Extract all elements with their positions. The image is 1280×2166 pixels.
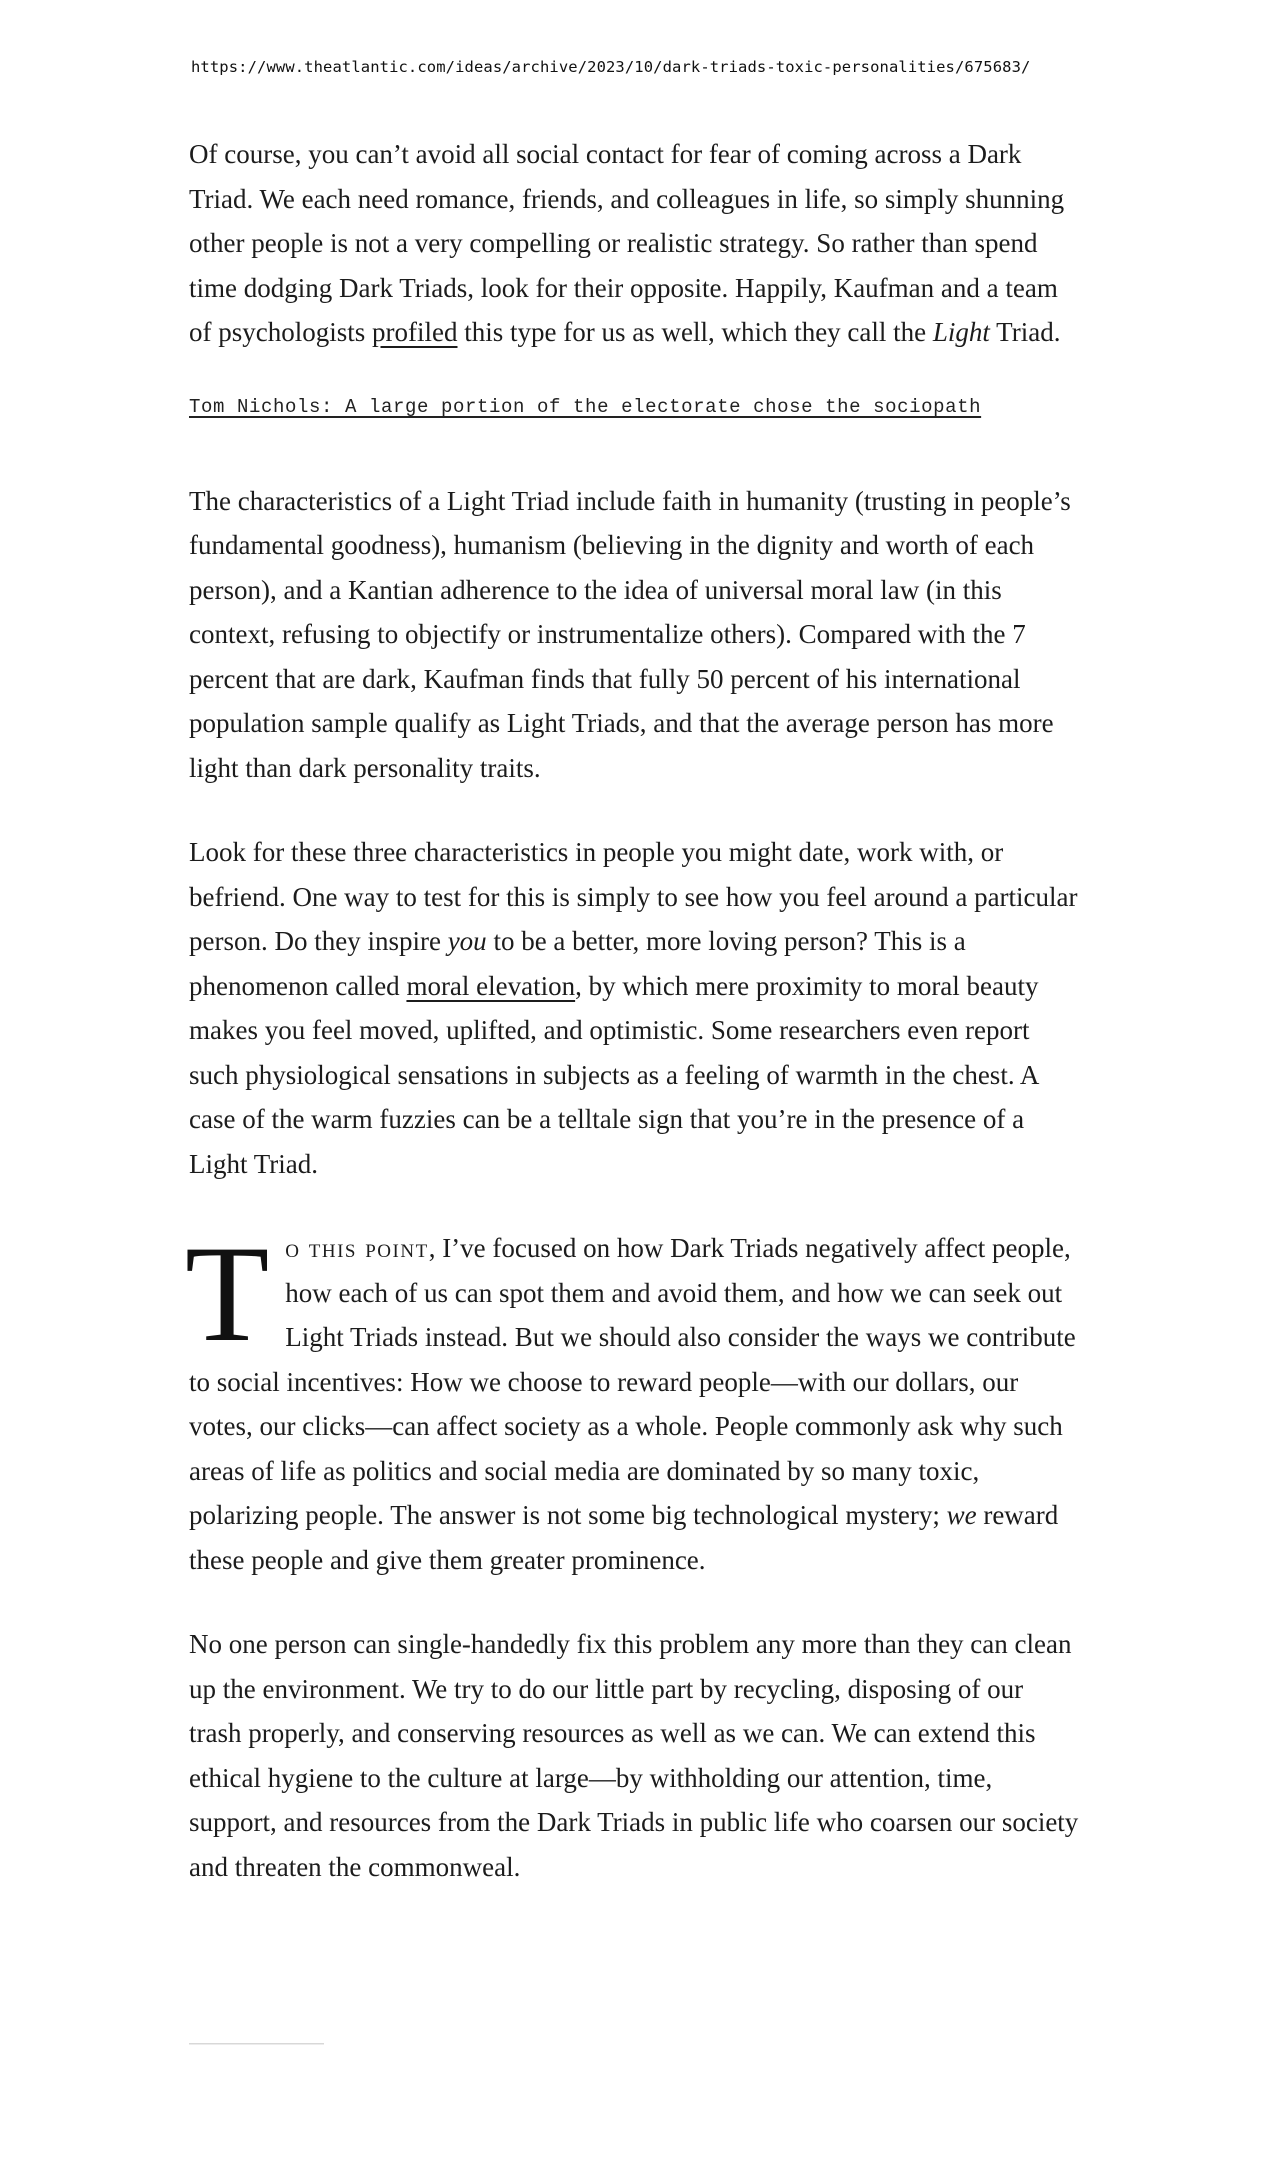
paragraph-4-text: , I’ve focused on how Dark Triads negatively affect people, how each of us can spot them and avoid them, and how we can seek out Light Triads instead. But we should also consider the ways we contribute to social incentives: How we choose to reward people—with our dollars, our votes, our clicks—can affect society as a whole. People commonly ask why such areas of life as politics and social media are dominated by so many toxic, polarizing people. The answer is not some big technological mystery; bbox=[189, 1233, 1076, 1530]
paragraph-3-text-3: , by which mere proximity to moral beauty makes you feel moved, uplifted, and optimistic. Some researchers even report such physiological sensations in subjects as a feeling of warmth in the chest. A case of the warm fuzzies can be a telltale sign that you’re in the presence of a Light Triad. bbox=[189, 970, 1039, 1179]
paragraph-4-text-2: reward these people and give them greater prominence. bbox=[189, 1500, 1059, 1575]
paragraph-3-text: Look for these three characteristics in people you might date, work with, or befriend. One way to test for this is simply to see how you feel around a particular person. Do they inspire bbox=[189, 837, 1078, 956]
profiled-link[interactable]: profiled bbox=[372, 317, 458, 347]
paragraph-3 bbox=[189, 830, 1079, 1186]
small-caps-lead: o this point bbox=[285, 1233, 429, 1263]
paragraph-4 bbox=[185, 1217, 1079, 1582]
page-url: https://www.theatlantic.com/ideas/archive/2023/10/dark-triads-toxic-personalities/675683/ bbox=[191, 58, 1031, 76]
we-emphasis: we bbox=[946, 1500, 977, 1530]
related-article bbox=[189, 395, 1079, 419]
paragraph-1-end: Triad. bbox=[989, 317, 1061, 347]
paragraph-1-text-2: this type for us as well, which they call the bbox=[457, 317, 933, 347]
paragraph-3-text-2: to be a better, more loving person? This is a phenomenon called bbox=[189, 926, 966, 1001]
article-body bbox=[185, 132, 1079, 1929]
article-end-divider bbox=[189, 2043, 324, 2045]
related-article-link[interactable]: Tom Nichols: A large portion of the electorate chose the sociopath bbox=[189, 395, 982, 418]
drop-cap: T bbox=[185, 1217, 270, 1370]
paragraph-1-text: Of course, you can’t avoid all social contact for fear of coming across a Dark Triad. We each need romance, friends, and colleagues in life, so simply shunning other people is not a very compelling or realistic strategy. So rather than spend time dodging Dark Triads, look for their opposite. Happily, Kaufman and a team of psychologists bbox=[189, 139, 1065, 347]
paragraph-1 bbox=[189, 132, 1079, 355]
moral-elevation-link[interactable]: moral elevation bbox=[406, 970, 576, 1001]
paragraph-2: The characteristics of a Light Triad include faith in humanity (trusting in people’s fundamental goodness), humanism (believing in the dignity and worth of each person), and a Kantian adherence to the idea of universal moral law (in this context, refusing to objectify or instrumentalize others). Compared with the 7 percent that are dark, Kaufman finds that fully 50 percent of his international population sample qualify as Light Triads, and that the average person has more light than dark personality traits. bbox=[189, 485, 1071, 783]
paragraph-5: No one person can single-handedly fix this problem any more than they can clean up the environment. We try to do our little part by recycling, disposing of our trash properly, and conserving resources as well as we can. We can extend this ethical hygiene to the culture at large—by withholding our attention, time, support, and resources from the Dark Triads in public life who coarsen our society and threaten the commonweal. bbox=[189, 1629, 1079, 1882]
you-emphasis: you bbox=[447, 926, 487, 956]
light-emphasis: Light bbox=[932, 317, 990, 347]
